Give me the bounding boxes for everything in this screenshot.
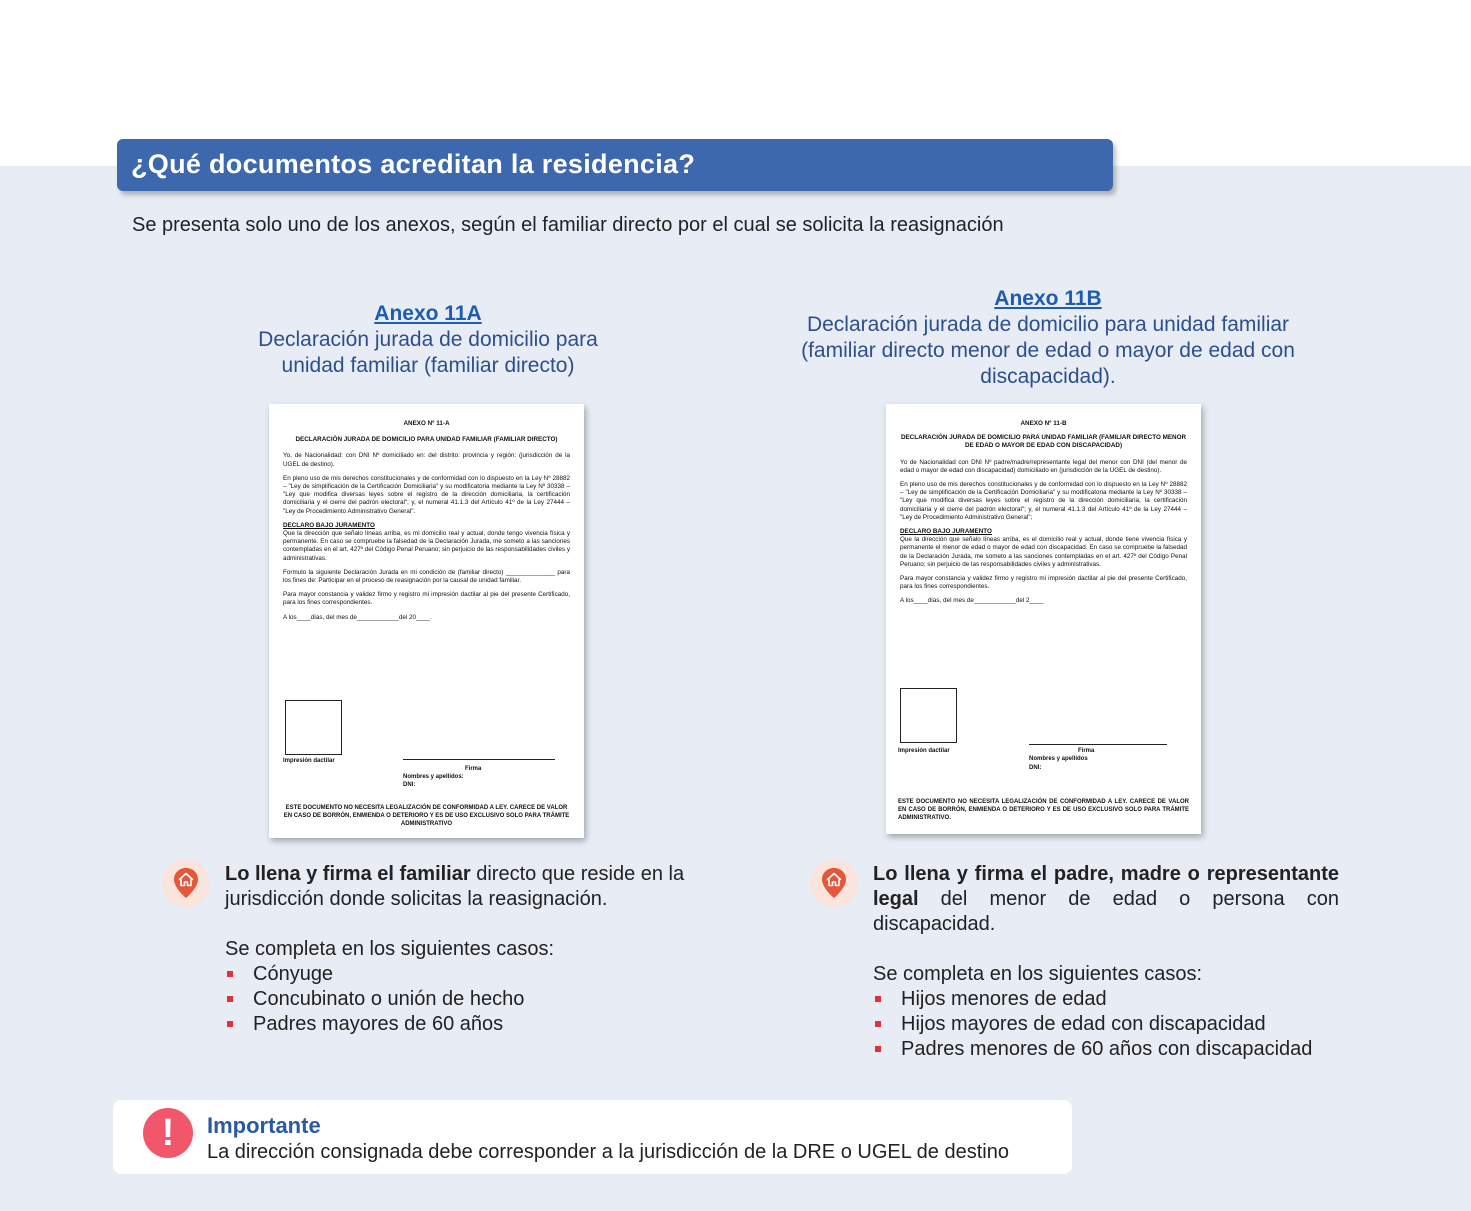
annex-a-info-bold: Lo llena y firma el familiar bbox=[225, 863, 471, 885]
doc-b-names-label: Nombres y apellidos bbox=[1029, 756, 1088, 762]
annex-a-document-preview[interactable] bbox=[269, 404, 584, 838]
page-subtitle: Se presenta solo uno de los anexos, según el familiar directo por el cual se solicita la reasignación bbox=[132, 214, 1004, 236]
doc-b-para4: Para mayor constancia y validez firmo y registro mi impresión dactilar al pie del presente Certificado, para los fines correspondientes. bbox=[900, 575, 1187, 591]
doc-a-signature-label: Firma bbox=[465, 766, 482, 772]
doc-b-subtitle: DECLARACIÓN JURADA DE DOMICILIO PARA UNIDAD FAMILIAR (FAMILIAR DIRECTO MENOR DE EDAD O MAYOR DE EDAD CON DISCAPACIDAD) bbox=[900, 434, 1187, 450]
doc-a-oath: DECLARO BAJO JURAMENTO bbox=[283, 521, 375, 529]
annex-b-info-bold: Lo llena y firma el padre, madre o representante legal bbox=[873, 863, 1339, 910]
home-location-icon bbox=[810, 859, 858, 907]
home-location-icon bbox=[162, 859, 210, 907]
doc-a-fingerprint-box bbox=[285, 700, 342, 755]
doc-a-title: ANEXO Nº 11-A bbox=[403, 420, 450, 427]
annex-b-description: Declaración jurada de domicilio para unidad familiar (familiar directo menor de edad o mayor de edad con discapacidad). bbox=[801, 313, 1295, 388]
doc-a-para2: Que la dirección que señalo líneas arriba, es mi domicilio real y actual, donde tengo vivencia física y permanente. En caso se compruebe la falsedad de la Declaración Jurada, me someto a las sanciones contempladas en el art. 427º del Código Penal Peruano; sin perjuicio de las responsabilidades civiles y administrativas. bbox=[283, 530, 570, 562]
doc-b-para1: En pleno uso de mis derechos constitucionales y de conformidad con lo dispuesto en la Ley Nº 28882 – "Ley de simplificación de la Certificación Domiciliaria" y su modificatoria mediante la Ley Nº 30338 – "Ley que modifica diversas leyes sobre el registro de la dirección domiciliaria, la certificación domiciliaria y el cierre del padrón electoral"; y, el numeral 41.1.3 del Artículo 41º de la Ley 27444 – "Ley de Procedimiento Administrativo General"; bbox=[900, 481, 1187, 521]
annex-a-cases-title: Se completa en los siguientes casos: bbox=[225, 938, 555, 960]
doc-a-date: A los____días, del mes de____________del 20____. bbox=[283, 613, 432, 621]
annex-a-link[interactable]: Anexo 11A bbox=[374, 302, 482, 325]
doc-b-oath: DECLARO BAJO JURAMENTO bbox=[900, 528, 992, 536]
annex-b-header bbox=[798, 286, 1298, 390]
important-notice bbox=[113, 1100, 1072, 1174]
annex-a-info-rest: directo que reside en la jurisdicción donde solicitas la reasignación. bbox=[225, 863, 685, 910]
annex-b-link[interactable]: Anexo 11B bbox=[994, 287, 1102, 310]
annex-a-description: Declaración jurada de domicilio para unidad familiar (familiar directo) bbox=[258, 328, 598, 377]
doc-b-signature-line bbox=[1029, 744, 1167, 745]
annex-a-header bbox=[228, 301, 628, 379]
page-title: ¿Qué documentos acreditan la residencia? bbox=[131, 149, 696, 179]
title-bar bbox=[117, 139, 1113, 191]
list-item: Cónyuge bbox=[225, 962, 695, 987]
annex-b-info bbox=[873, 862, 1339, 1062]
list-item: Padres mayores de 60 años bbox=[225, 1012, 695, 1037]
doc-b-fields: Yo de Nacionalidad con DNI Nº padre/madre/representante legal del menor con DNI (del menor de edad o mayor de edad con discapacidad) domiciliado en (jurisdicción de la UGEL de destino). bbox=[900, 458, 1187, 474]
annex-b-info-rest: del menor de edad o persona con discapacidad. bbox=[873, 888, 1339, 935]
exclamation-icon: ! bbox=[143, 1108, 193, 1158]
doc-a-fingerprint-label: Impresión dactilar bbox=[283, 758, 335, 764]
doc-a-fields: Yo, de Nacionalidad: con DNI Nº domiciliado en: del distrito: provincia y región: (jurisdicción de la UGEL de destino). bbox=[283, 452, 570, 468]
doc-b-signature-label: Firma bbox=[1078, 748, 1095, 754]
doc-a-para4: Para mayor constancia y validez firmo y registro mi impresión dactilar al pie del presente Certificado, para los fines correspondientes. bbox=[283, 591, 570, 607]
doc-a-names-label: Nombres y apellidos: bbox=[403, 774, 464, 780]
annex-a-cases-list bbox=[225, 962, 695, 1037]
important-title: Importante bbox=[207, 1113, 321, 1138]
list-item: Padres menores de 60 años con discapacidad bbox=[873, 1037, 1339, 1062]
doc-a-footer: ESTE DOCUMENTO NO NECESITA LEGALIZACIÓN DE CONFORMIDAD A LEY. CARECE DE VALOR EN CASO DE BORRÓN, ENMIENDA O DETERIORO Y ES DE USO EXCLUSIVO SOLO PARA TRÁMITE ADMINISTRATIVO bbox=[283, 805, 570, 827]
doc-b-footer: ESTE DOCUMENTO NO NECESITA LEGALIZACIÓN DE CONFORMIDAD A LEY. CARECE DE VALOR EN CASO DE BORRÓN, ENMIENDA O DETERIORO Y ES DE USO EXCLUSIVO SOLO PARA TRÁMITE ADMINISTRATIVO. bbox=[898, 799, 1189, 821]
list-item: Hijos mayores de edad con discapacidad bbox=[873, 1012, 1339, 1037]
doc-a-signature-line bbox=[403, 759, 555, 760]
list-item: Concubinato o unión de hecho bbox=[225, 987, 695, 1012]
doc-b-fingerprint-label: Impresión dactilar bbox=[898, 748, 950, 754]
doc-a-para3: Formulo la siguiente Declaración Jurada en mi condición de (familiar directo) ______________ para los fines de: Participar en el proceso de reasignación por la causal de unidad familiar. bbox=[283, 568, 570, 585]
annex-a-info bbox=[225, 862, 695, 1037]
doc-b-fingerprint-box bbox=[900, 688, 957, 743]
annex-b-document-preview[interactable] bbox=[886, 404, 1201, 834]
doc-a-subtitle: DECLARACIÓN JURADA DE DOMICILIO PARA UNIDAD FAMILIAR (FAMILIAR DIRECTO) bbox=[295, 436, 558, 444]
annex-b-cases-list bbox=[873, 987, 1339, 1062]
important-text: La dirección consignada debe corresponder a la jurisdicción de la DRE o UGEL de destino bbox=[207, 1141, 1009, 1163]
doc-a-para1: En pleno uso de mis derechos constitucionales y de conformidad con lo dispuesto en la Ley Nº 28882 – "Ley de simplificación de la Certificación Domiciliaria" y su modificatoria mediante la Ley Nº 30338 – "Ley que modifica diversas leyes sobre el registro de la dirección domiciliaria, la certificación domiciliaria y el cierre del padrón electoral"; y, el numeral 41.1.3 del Artículo 41º de la Ley 27444 – "Ley de Procedimiento Administrativo General". bbox=[283, 474, 570, 515]
list-item: Hijos menores de edad bbox=[873, 987, 1339, 1012]
annex-b-cases-title: Se completa en los siguientes casos: bbox=[873, 963, 1203, 985]
doc-b-date: A los____días, del mes de____________del 2____ bbox=[900, 597, 1044, 605]
doc-b-para2: Que la dirección que señalo líneas arriba, es el domicilio real y actual, donde tiene vivencia física y permanente el menor de edad o mayor de edad con discapacidad. En caso se compruebe la falsedad de la Declaración Jurada, me someto a las sanciones contempladas en el art. 427º del Código Penal Peruano; sin perjuicio de las responsabilidades civiles y administrativas. bbox=[900, 536, 1187, 568]
doc-b-title: ANEXO Nº 11-B bbox=[1020, 420, 1067, 427]
doc-a-dni-label: DNI: bbox=[403, 782, 416, 788]
doc-b-dni-label: DNI: bbox=[1029, 765, 1042, 771]
